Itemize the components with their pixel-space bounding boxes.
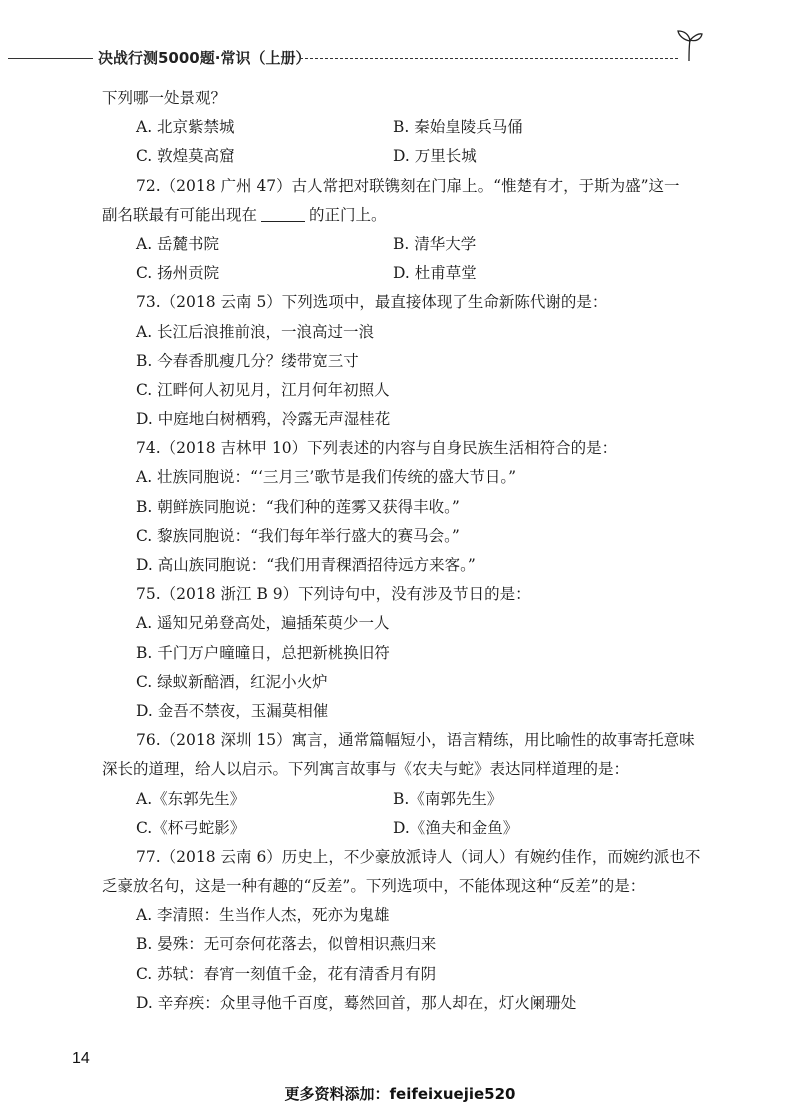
q73-option-c: C. 江畔何人初见月，江月何年初照人 (136, 380, 390, 399)
q76-options-row2 (102, 814, 702, 843)
page-number: 14 (72, 1050, 90, 1067)
q73-stem: 73.（2018 云南 5）下列选项中，最直接体现了生命新陈代谢的是： (136, 293, 608, 312)
q76-options-row1 (102, 785, 702, 814)
question-content (102, 84, 702, 1018)
q76-stem-line1: 76.（2018 深圳 15）寓言，通常篇幅短小，语言精练，用比喻性的故事寄托意味 (136, 731, 695, 750)
q75-stem: 75.（2018 浙江 B 9）下列诗句中，没有涉及节日的是： (136, 585, 531, 604)
answer-blank (261, 205, 305, 222)
q75-option-a: A. 遥知兄弟登高处，遍插茱萸少一人 (136, 614, 390, 633)
q71-options-row2 (102, 142, 702, 171)
q76-option-a: A.《东郭先生》 (136, 789, 246, 808)
q74-option-c: C. 黎族同胞说：“我们每年举行盛大的赛马会。” (136, 526, 460, 545)
q72-stem-pre: 副名联最有可能出现在 (102, 205, 258, 224)
q72-option-c: C. 扬州贡院 (136, 264, 220, 283)
header-rule-left (8, 58, 93, 59)
q77-stem-line1: 77.（2018 云南 6）历史上，不少豪放派诗人（词人）有婉约佳作，而婉约派也不 (136, 847, 701, 866)
footer-note: 更多资料添加：feifeixuejie520 (284, 1085, 516, 1103)
q71-option-c: C. 敦煌莫高窟 (136, 147, 235, 166)
q74-option-a: A. 壮族同胞说：“‘三月三’歌节是我们传统的盛大节日。” (136, 468, 517, 487)
q72-options-row2 (102, 259, 702, 288)
q72-option-a: A. 岳麓书院 (136, 234, 220, 253)
book-title: 决战行测5000题·常识（上册） (98, 49, 311, 67)
sprout-icon (674, 28, 704, 62)
q77-option-c: C. 苏轼：春宵一刻值千金，花有清香月有阴 (136, 964, 437, 983)
q76-stem-line2: 深长的道理，给人以启示。下列寓言故事与《农夫与蛇》表达同样道理的是： (102, 760, 630, 779)
q71-options-row1 (102, 113, 702, 142)
q74-option-d: D. 高山族同胞说：“我们用青稞酒招待远方来客。” (136, 556, 476, 574)
q73-option-d: D. 中庭地白树栖鸦，冷露无声湿桂花 (136, 410, 391, 429)
q72-option-d: D. 杜甫草堂 (393, 264, 477, 283)
q75-option-d: D. 金吾不禁夜，玉漏莫相催 (136, 701, 329, 720)
q72-options-row1 (102, 230, 702, 259)
q72-option-b: B. 清华大学 (393, 234, 477, 253)
q72-stem-line2 (102, 201, 702, 230)
q76-option-d: D.《渔夫和金鱼》 (393, 818, 519, 837)
q76-option-c: C.《杯弓蛇影》 (136, 818, 246, 837)
q76-option-b: B.《南郭先生》 (393, 789, 503, 808)
q71-stem-tail: 下列哪一处景观？ (102, 89, 227, 107)
q77-option-d: D. 辛弃疾：众里寻他千百度，蓦然回首，那人却在，灯火阑珊处 (136, 993, 577, 1012)
header-rule-right (300, 58, 678, 59)
q71-option-d: D. 万里长城 (393, 147, 477, 166)
q74-stem: 74.（2018 吉林甲 10）下列表述的内容与自身民族生活相符合的是： (136, 439, 618, 458)
q75-option-b: B. 千门万户曈曈日，总把新桃换旧符 (136, 643, 390, 662)
q75-option-c: C. 绿蚁新醅酒，红泥小火炉 (136, 672, 328, 691)
q71-option-b: B. 秦始皇陵兵马俑 (393, 118, 523, 137)
q72-stem-post: 的正门上。 (309, 205, 387, 224)
q73-option-a: A. 长江后浪推前浪，一浪高过一浪 (136, 322, 375, 341)
q71-option-a: A. 北京紫禁城 (136, 118, 235, 137)
q72-stem-line1: 72.（2018 广州 47）古人常把对联镌刻在门扉上。“惟楚有才，于斯为盛”这一 (136, 176, 680, 195)
q73-option-b: B. 今春香肌瘦几分？缕带宽三寸 (136, 351, 359, 370)
q74-option-b: B. 朝鲜族同胞说：“我们种的莲雾又获得丰收。” (136, 497, 460, 516)
q77-option-b: B. 晏殊：无可奈何花落去，似曾相识燕归来 (136, 935, 437, 954)
q77-stem-line2: 乏豪放名句，这是一种有趣的“反差”。下列选项中，不能体现这种“反差”的是： (102, 877, 646, 896)
q77-option-a: A. 李清照：生当作人杰，死亦为鬼雄 (136, 906, 390, 925)
